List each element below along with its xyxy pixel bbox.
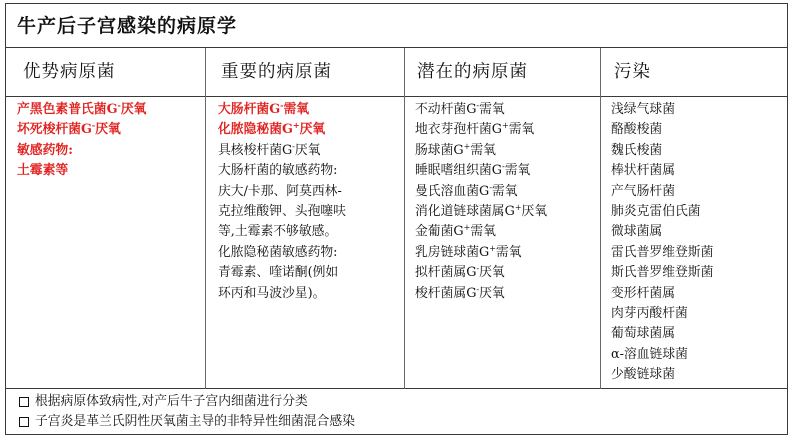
notes-section [6,389,787,432]
cell-line: 青霉素、喹诺酮(例如 [218,265,339,281]
header-row [6,48,787,97]
column-potential-pathogens [415,100,547,304]
cell-line: 消化道链球菌属G+厌氧 [415,203,548,220]
cell-line: 敏感药物: [17,142,73,158]
cell-line: 产黑色素普氏菌G-厌氧 [17,100,147,117]
cell-line: 拟杆菌属G-厌氧 [415,264,505,281]
cell-line: 地衣芽孢杆菌G+需氧 [415,121,535,138]
cell-line: 魏氏梭菌 [611,142,663,158]
column-divider [205,48,206,389]
cell-line: 变形杆菌属 [611,285,675,301]
cell-line: 坏死梭杆菌G-厌氧 [17,120,121,138]
cell-line: 浅绿气球菌 [611,102,675,117]
column-header-contaminant: 污染 [614,62,651,82]
cell-line: 庆大/卡那、阿莫西林- [218,183,342,199]
cell-line: 等,土霉素不够敏感。 [218,224,338,240]
note-text: 子宫炎是革兰氏阴性厌氧菌主导的非特异性细菌混合感染 [35,414,355,429]
cell-line: 克拉维酸钾、头孢噻呋 [218,204,346,220]
cell-line: 睡眠嗜组织菌G-需氧 [415,162,531,179]
cell-line: 葡萄球菌属 [611,326,675,342]
note-item [6,412,787,432]
column-important-pathogens [218,100,346,304]
table-frame [5,3,788,435]
cell-line: 棒状杆菌属 [611,163,675,179]
cell-line: 土霉素等 [17,163,69,179]
cell-line: 斯氏普罗维登斯菌 [611,265,714,281]
body-row [6,97,787,389]
cell-line: 肉芽丙酸杆菌 [611,306,688,322]
column-divider [404,48,405,389]
cell-line: 产气肠杆菌 [611,183,675,199]
cell-line: 肠球菌G+需氧 [415,141,496,158]
cell-line: 梭杆菌属G-厌氧 [415,284,505,301]
column-header-important: 重要的病原菌 [221,62,332,82]
cell-line: 不动杆菌G-需氧 [415,101,505,117]
cell-line: 大肠杆菌的敏感药物: [218,163,338,179]
cell-line: 化脓隐秘菌G+厌氧 [218,120,326,138]
column-dominant-pathogens [17,100,146,182]
cell-line: 酪酸梭菌 [611,122,663,138]
cell-line: α-溶血链球菌 [611,346,688,362]
cell-line: 肺炎克雷伯氏菌 [611,204,701,220]
note-item [6,392,787,412]
cell-line: 微球菌属 [611,224,663,240]
column-header-dominant: 优势病原菌 [23,62,116,82]
column-divider [600,48,601,389]
cell-line: 曼氏溶血菌G-需氧 [415,182,518,199]
cell-line: 大肠杆菌G-需氧 [218,100,310,117]
column-header-potential: 潜在的病原菌 [417,62,528,82]
table-title: 牛产后子宫感染的病原学 [6,4,787,48]
cell-line: 化脓隐秘菌敏感药物: [218,244,338,260]
cell-line: 少酸链球菌 [611,367,675,383]
cell-line: 乳房链球菌G+需氧 [415,243,522,260]
checkbox-icon [19,417,29,427]
cell-line: 雷氏普罗维登斯菌 [611,244,714,260]
cell-line: 金葡菌G+需氧 [415,223,496,240]
checkbox-icon [19,397,29,407]
column-contaminants [611,100,713,386]
note-text: 根据病原体致病性,对产后牛子宫内细菌进行分类 [35,394,308,409]
cell-line: 具核梭杆菌G-厌氧 [218,141,321,158]
cell-line: 环丙和马波沙星)。 [218,285,326,301]
